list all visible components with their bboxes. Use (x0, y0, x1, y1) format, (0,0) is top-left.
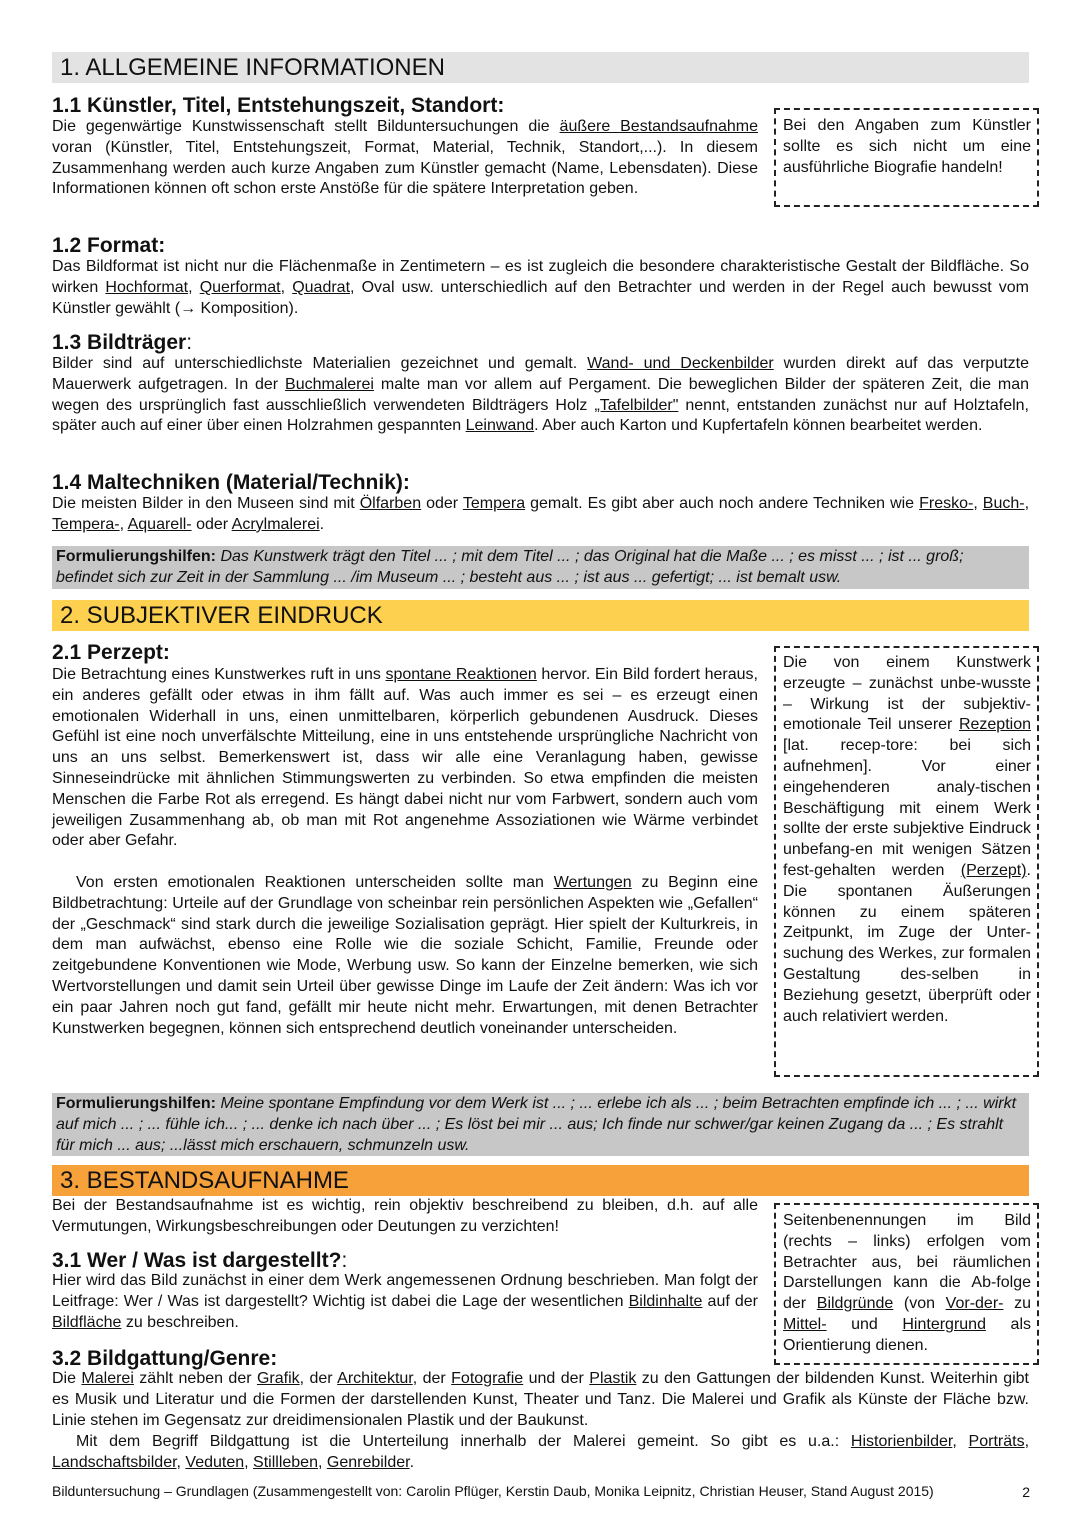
underlined-term: (Perzept) (960, 861, 1027, 879)
underlined-term: Landschaftsbilder (52, 1453, 177, 1471)
underlined-term: Buchmalerei (285, 375, 374, 393)
underlined-term: „Tafelbilder" (594, 396, 679, 414)
help-box-2: Formulierungshilfen: Meine spontane Empfindung vor dem Werk ist ... ; ... erlebe ich als ... ; beim Betrachten empfinde ich ... ; ... wirkt auf mich ... ; ... fühle ich... ; ... denke ich nach über ... ; Es löst bei mir ... aus; Ich finde nur schwer/gar keinen Zugang da ... ; Es strahlt für mich ... aus; ...lässt mich erschauern, schmunzeln usw. (52, 1093, 1029, 1156)
underlined-term: Malerei (81, 1370, 134, 1387)
paragraph-3-1: Hier wird das Bild zunächst in einer dem Werk angemessenen Ordnung beschrieben. Man folgt der Leitfrage: Wer / Was ist dargestellt? Wichtig ist dabei die Lage der wesentlichen Bildinhalte auf der Bildfläche zu beschreiben. (52, 1272, 758, 1331)
underlined-term: Quadrat (292, 278, 351, 296)
paragraph-2-1b: Von ersten emotionalen Reaktionen unterscheiden sollte man Wertungen zu Beginn eine Bildbetrachtung: Urteile auf der Grundlage von scheinbar rein persönlichen Aspekten wie „Gefallen“ der „Geschmack“ sind stark durch die jeweilige Sozialisation geprägt. Hier spielt der Kulturkreis, in dem man aufwächst, ebenso eine Rolle wie die soziale Schicht, Familie, Freunde oder zeitgebundene Konventionen wie Mode, Werbung usw. So kann der Einzelne bemerken, wie sich Wertvorstellungen und damit sein Urteil über gewisse Dinge im Laufe der Zeit ändern: Was ich vor ein paar Jahren noch gut fand, gefällt mir heute nicht mehr. Erwartungen, mit denen Betrachter Kunstwerken begegnen, können sich entsprechend deutlich voneinander unterscheiden. (52, 874, 759, 1037)
underlined-term: Mittel- (783, 1315, 827, 1333)
note-box-perception: Die von einem Kunstwerk erzeugte – zunächst unbe-wusste – Wirkung ist der subjektiv-emotionale Teil unserer Rezeption [lat. recep-tore: bei sich aufnehmen]. Vor einer eingehenderen analy-tischen Beschäftigung mit einem Werk sollte der erste subjektive Eindruck unbefang-en mit wenigen Sätzen fest-gehalten werden (Perzept). Die spontanen Äußerungen können zu einem späteren Zeitpunkt, im Zuge der Unter-suchung des Werkes, zur formalen Gestaltung des-selben in Beziehung gesetzt, überprüft oder auch relativiert werden. (774, 646, 1039, 1077)
underlined-term: Tempera- (52, 515, 120, 533)
underlined-term: Wertungen (553, 874, 632, 891)
underlined-term: Fresko- (919, 495, 974, 512)
paragraph-1-2: Das Bildformat ist nicht nur die Flächenmaße in Zentimetern – es ist zugleich die besondere charakteristische Gestalt der Bildfläche. So wirken Hochformat, Querformat, Quadrat, Oval usw. unterschiedlich auf den Betrachter und werden in der Regel auch bewusst vom Künstler gewählt (→ Komposition). (52, 258, 1030, 317)
paragraph-2-1a: Die Betrachtung eines Kunstwerkes ruft in uns spontane Reaktionen hervor. Ein Bild fordert heraus, ein anderes gefällt oder etwas in ihm fällt auf. Was auch immer es sei – es erzeugt einen emotionalen Widerhall in uns, einen unmittelbaren, körperlich gebundenen Ausdruck. Dieses Gefühl ist eine noch unverfälschte Mitteilung, eine in uns entstehende ursprüngliche Nachricht von uns an uns selbst. Bemerkenswert ist, dass wir alle eine Veranlagung haben, gewisse Sinneseindrücke mit ähnlichen Stimmungswerten zu verbinden. So etwa empfinden die meisten Menschen die Farbe Rot als erregend. Es hängt dabei nicht nur vom Farbwert, sondern auch vom jeweiligen Zusammenhang ab, ob man mit Rot angenehme Assoziationen wie Wärme verbindet oder aber Gefahr. (52, 666, 758, 850)
heading-1-1: 1.1 Künstler, Titel, Entstehungszeit, Standort: (52, 94, 505, 117)
underlined-term: Stillleben (253, 1453, 318, 1471)
underlined-term: Querformat (199, 278, 281, 296)
underlined-term: Vor-der- (945, 1295, 1004, 1313)
note-box-sides: Seitenbenennungen im Bild (rechts – links) erfolgen vom Betrachter aus, bei räumlichen Darstellungen kann die Ab-folge der Bildgründe (von Vor-der- zu Mittel- und Hintergrund als Orientierung dienen. (774, 1203, 1039, 1365)
underlined-term: Tempera (462, 495, 526, 512)
note-box-artist: Bei den Angaben zum Künstler sollte es sich nicht um eine ausführliche Biografie handeln! (774, 108, 1039, 207)
heading-3-1: 3.1 Wer / Was ist dargestellt?: (52, 1249, 348, 1272)
underlined-term: Hintergrund (902, 1315, 986, 1333)
underlined-term: Porträts (968, 1433, 1025, 1450)
paragraph-1-4: Die meisten Bilder in den Museen sind mit Ölfarben oder Tempera gemalt. Es gibt aber auch noch andere Techniken wie Fresko-, Buch-, Tempera-, Aquarell- oder Acrylmalerei. (52, 495, 1030, 533)
underlined-term: Genrebilder (326, 1453, 410, 1471)
paragraph-3-2a: Die Malerei zählt neben der Grafik, der Architektur, der Fotografie und der Plastik zu den Gattungen der bildenden Kunst. Weiterhin gibt es Musik und Literatur und die Formen der darstellenden Kunst, Theater und Tanz. Die Malerei und Grafik als Künste der Fläche bzw. Linie stehen im Gegensatz zur dreidimensionalen Plastik und der Baukunst. (52, 1370, 1029, 1429)
footer-text: Bilduntersuchung – Grundlagen (Zusammengestellt von: Carolin Pflüger, Kerstin Daub, Monika Leipnitz, Christian Heuser, Stand August 2015) (52, 1483, 934, 1499)
section-3-header: 3. BESTANDSAUFNAHME (52, 1165, 1029, 1196)
heading-1-4: 1.4 Maltechniken (Material/Technik): (52, 471, 410, 494)
underlined-term: spontane Reaktionen (385, 666, 537, 683)
paragraph-1-1: Die gegenwärtige Kunstwissenschaft stellt Bilduntersuchungen die äußere Bestandsaufnahme voran (Künstler, Titel, Entstehungszeit, Format, Material, Technik, Standort,...). In diesem Zusammenhang werden auch kurze Angaben zum Künstler gemacht (Name, Lebensdaten). Diese Informationen können oft schon erste Anstöße für die spätere Interpretation geben. (52, 118, 758, 198)
heading-2-1: 2.1 Perzept: (52, 641, 170, 664)
paragraph-3-intro: Bei der Bestandsaufnahme ist es wichtig, rein objektiv beschreibend zu bleiben, d.h. auf alle Vermutungen, Wirkungsbeschreibungen oder Deutungen zu verzichten! (52, 1197, 758, 1235)
underlined-term: Rezeption (958, 716, 1031, 734)
underlined-term: äußere Bestandsaufnahme (559, 118, 758, 135)
section-1-header: 1. ALLGEMEINE INFORMATIONEN (52, 52, 1029, 83)
underlined-term: Plastik (589, 1370, 637, 1387)
underlined-term: Architektur (337, 1370, 413, 1387)
paragraph-1-3: Bilder sind auf unterschiedlichste Materialien gezeichnet und gemalt. Wand- und Deckenbilder wurden direkt auf das verputzte Mauerwerk aufgetragen. In der Buchmalerei malte man vor allem auf Pergament. Die beweglichen Bilder der späteren Zeit, die man wegen des ursprünglich fast ausschließlich verwendeten Bildträgers Holz „Tafelbilder" nennt, entstanden zunächst nur auf Holztafeln, später auch auf einer über einen Holzrahmen gespannten Leinwand. Aber auch Karton und Kupfertafeln können bearbeitet werden. (52, 355, 1030, 435)
heading-1-3: 1.3 Bildträger: (52, 331, 193, 354)
underlined-term: Ölfarben (359, 495, 422, 512)
page-number: 2 (1022, 1484, 1030, 1500)
underlined-term: Fotografie (451, 1370, 524, 1387)
help-box-1: Formulierungshilfen: Das Kunstwerk trägt den Titel ... ; mit dem Titel ... ; das Original hat die Maße ... ; es misst ... ; ist ... groß; befindet sich zur Zeit in der Sammlung ... /im Museum ... ; besteht aus ... ; ist aus ... gefertigt; ... ist bemalt usw. (52, 546, 1029, 589)
underlined-term: Acrylmalerei (231, 515, 320, 533)
underlined-term: Bildinhalte (628, 1292, 703, 1310)
underlined-term: Grafik (256, 1370, 300, 1387)
underlined-term: Leinwand (465, 417, 535, 435)
underlined-term: Bildgründe (816, 1295, 894, 1313)
underlined-term: Wand- und Deckenbilder (587, 355, 774, 372)
underlined-term: Bildfläche (52, 1313, 122, 1331)
paragraph-3-2b: Mit dem Begriff Bildgattung ist die Unterteilung innerhalb der Malerei gemeint. So gibt es u.a.: Historienbilder, Porträts, Landschaftsbilder, Veduten, Stillleben, Genrebilder. (52, 1433, 1030, 1471)
section-2-header: 2. SUBJEKTIVER EINDRUCK (52, 600, 1029, 631)
underlined-term: Veduten (185, 1453, 245, 1471)
heading-1-2: 1.2 Format: (52, 234, 166, 257)
heading-3-2: 3.2 Bildgattung/Genre: (52, 1347, 278, 1370)
underlined-term: Hochformat (105, 278, 189, 296)
underlined-term: Aquarell- (127, 515, 192, 533)
underlined-term: Historienbilder (850, 1433, 953, 1450)
underlined-term: Buch- (982, 495, 1025, 512)
